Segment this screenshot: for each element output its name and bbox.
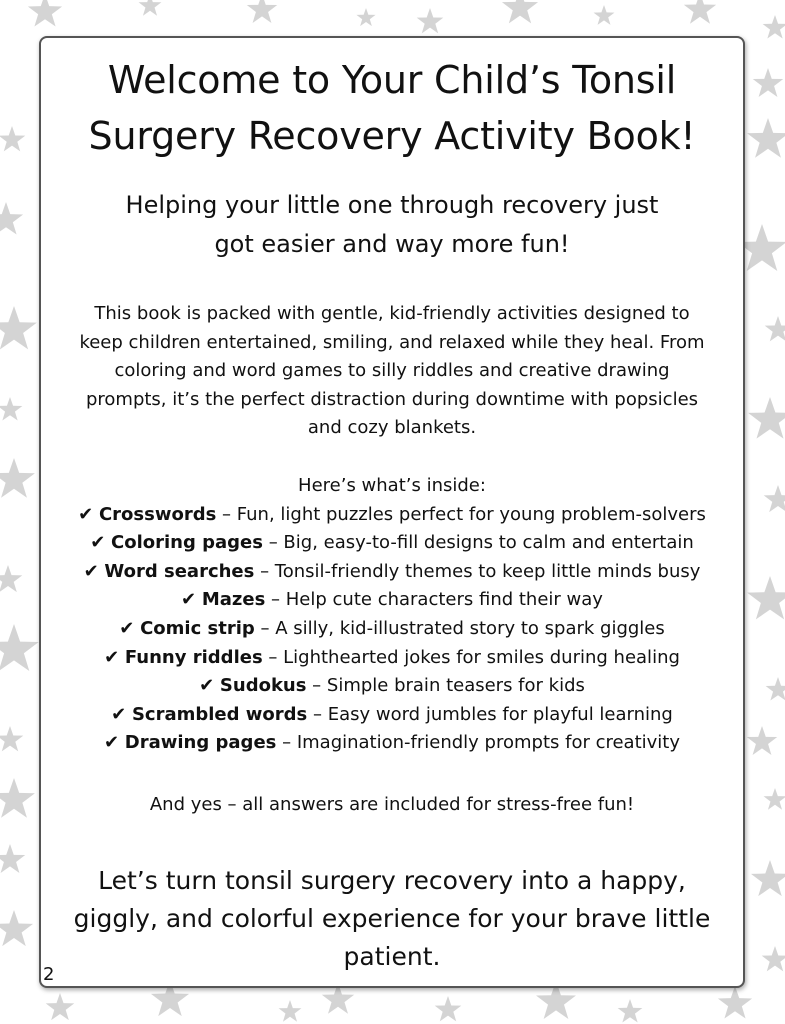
feature-item bbox=[41, 729, 743, 758]
intro-line: This book is packed with gentle, kid-friendly activities designed to bbox=[94, 303, 690, 324]
feature-item bbox=[41, 558, 743, 587]
feature-name: Comic strip bbox=[140, 617, 255, 639]
feature-item bbox=[41, 586, 743, 615]
subtitle-line-1: Helping your little one through recovery just bbox=[125, 191, 659, 219]
feature-description: – Help cute characters find their way bbox=[265, 589, 603, 611]
feature-item bbox=[41, 529, 743, 558]
feature-name: Sudokus bbox=[219, 675, 307, 697]
checkmark-icon: ✔ bbox=[181, 589, 197, 611]
feature-description: – Fun, light puzzles perfect for young problem-solvers bbox=[216, 503, 706, 525]
intro-line: and cozy blankets. bbox=[307, 417, 477, 438]
page-number: 2 bbox=[43, 964, 55, 985]
closing-line: Let’s turn tonsil surgery recovery into a happy, bbox=[98, 866, 686, 895]
checkmark-icon: ✔ bbox=[78, 503, 94, 525]
content-card bbox=[39, 36, 745, 988]
answers-note: And yes – all answers are included for stress-free fun! bbox=[149, 794, 635, 815]
closing-line: giggly, and colorful experience for your brave little bbox=[73, 904, 711, 933]
feature-name: Word searches bbox=[104, 560, 255, 582]
checkmark-icon: ✔ bbox=[90, 532, 106, 554]
subtitle-line-2: got easier and way more fun! bbox=[214, 230, 570, 258]
checkmark-icon: ✔ bbox=[199, 675, 215, 697]
feature-item bbox=[41, 501, 743, 530]
intro-paragraph bbox=[49, 300, 735, 443]
feature-item bbox=[41, 672, 743, 701]
contents-heading: Here’s what’s inside: bbox=[298, 475, 486, 496]
intro-line: keep children entertained, smiling, and relaxed while they heal. From bbox=[79, 331, 705, 353]
feature-name: Scrambled words bbox=[131, 703, 308, 725]
feature-description: – A silly, kid-illustrated story to spark giggles bbox=[254, 617, 665, 639]
checkmark-icon: ✔ bbox=[103, 732, 120, 754]
feature-item bbox=[41, 701, 743, 730]
checkmark-icon: ✔ bbox=[104, 646, 120, 668]
page-subtitle bbox=[41, 186, 743, 264]
intro-line: coloring and word games to silly riddles and creative drawing bbox=[114, 360, 670, 381]
feature-item bbox=[41, 644, 743, 673]
feature-description: – Lighthearted jokes for smiles during healing bbox=[262, 646, 680, 668]
feature-list bbox=[41, 501, 743, 758]
feature-name: Crosswords bbox=[98, 503, 217, 525]
feature-description: – Tonsil-friendly themes to keep little minds busy bbox=[254, 560, 701, 582]
contents-section bbox=[41, 472, 743, 758]
checkmark-icon: ✔ bbox=[111, 703, 127, 725]
checkmark-icon: ✔ bbox=[83, 560, 99, 582]
feature-description: – Big, easy-to-fill designs to calm and entertain bbox=[262, 532, 694, 554]
title-line-2: Surgery Recovery Activity Book! bbox=[88, 114, 696, 158]
page-title bbox=[41, 52, 743, 164]
title-line-1: Welcome to Your Child’s Tonsil bbox=[107, 58, 677, 102]
feature-name: Coloring pages bbox=[111, 532, 263, 554]
feature-description: – Imagination-friendly prompts for creativity bbox=[276, 732, 681, 754]
feature-item bbox=[41, 615, 743, 644]
feature-name: Drawing pages bbox=[124, 732, 277, 754]
feature-description: – Easy word jumbles for playful learning bbox=[307, 703, 673, 725]
closing-message bbox=[51, 862, 733, 976]
closing-line: patient. bbox=[343, 942, 441, 971]
checkmark-icon: ✔ bbox=[119, 617, 135, 639]
feature-description: – Simple brain teasers for kids bbox=[306, 675, 585, 697]
feature-name: Funny riddles bbox=[124, 646, 263, 668]
feature-name: Mazes bbox=[201, 589, 266, 611]
intro-line: prompts, it’s the perfect distraction during downtime with popsicles bbox=[85, 388, 699, 410]
